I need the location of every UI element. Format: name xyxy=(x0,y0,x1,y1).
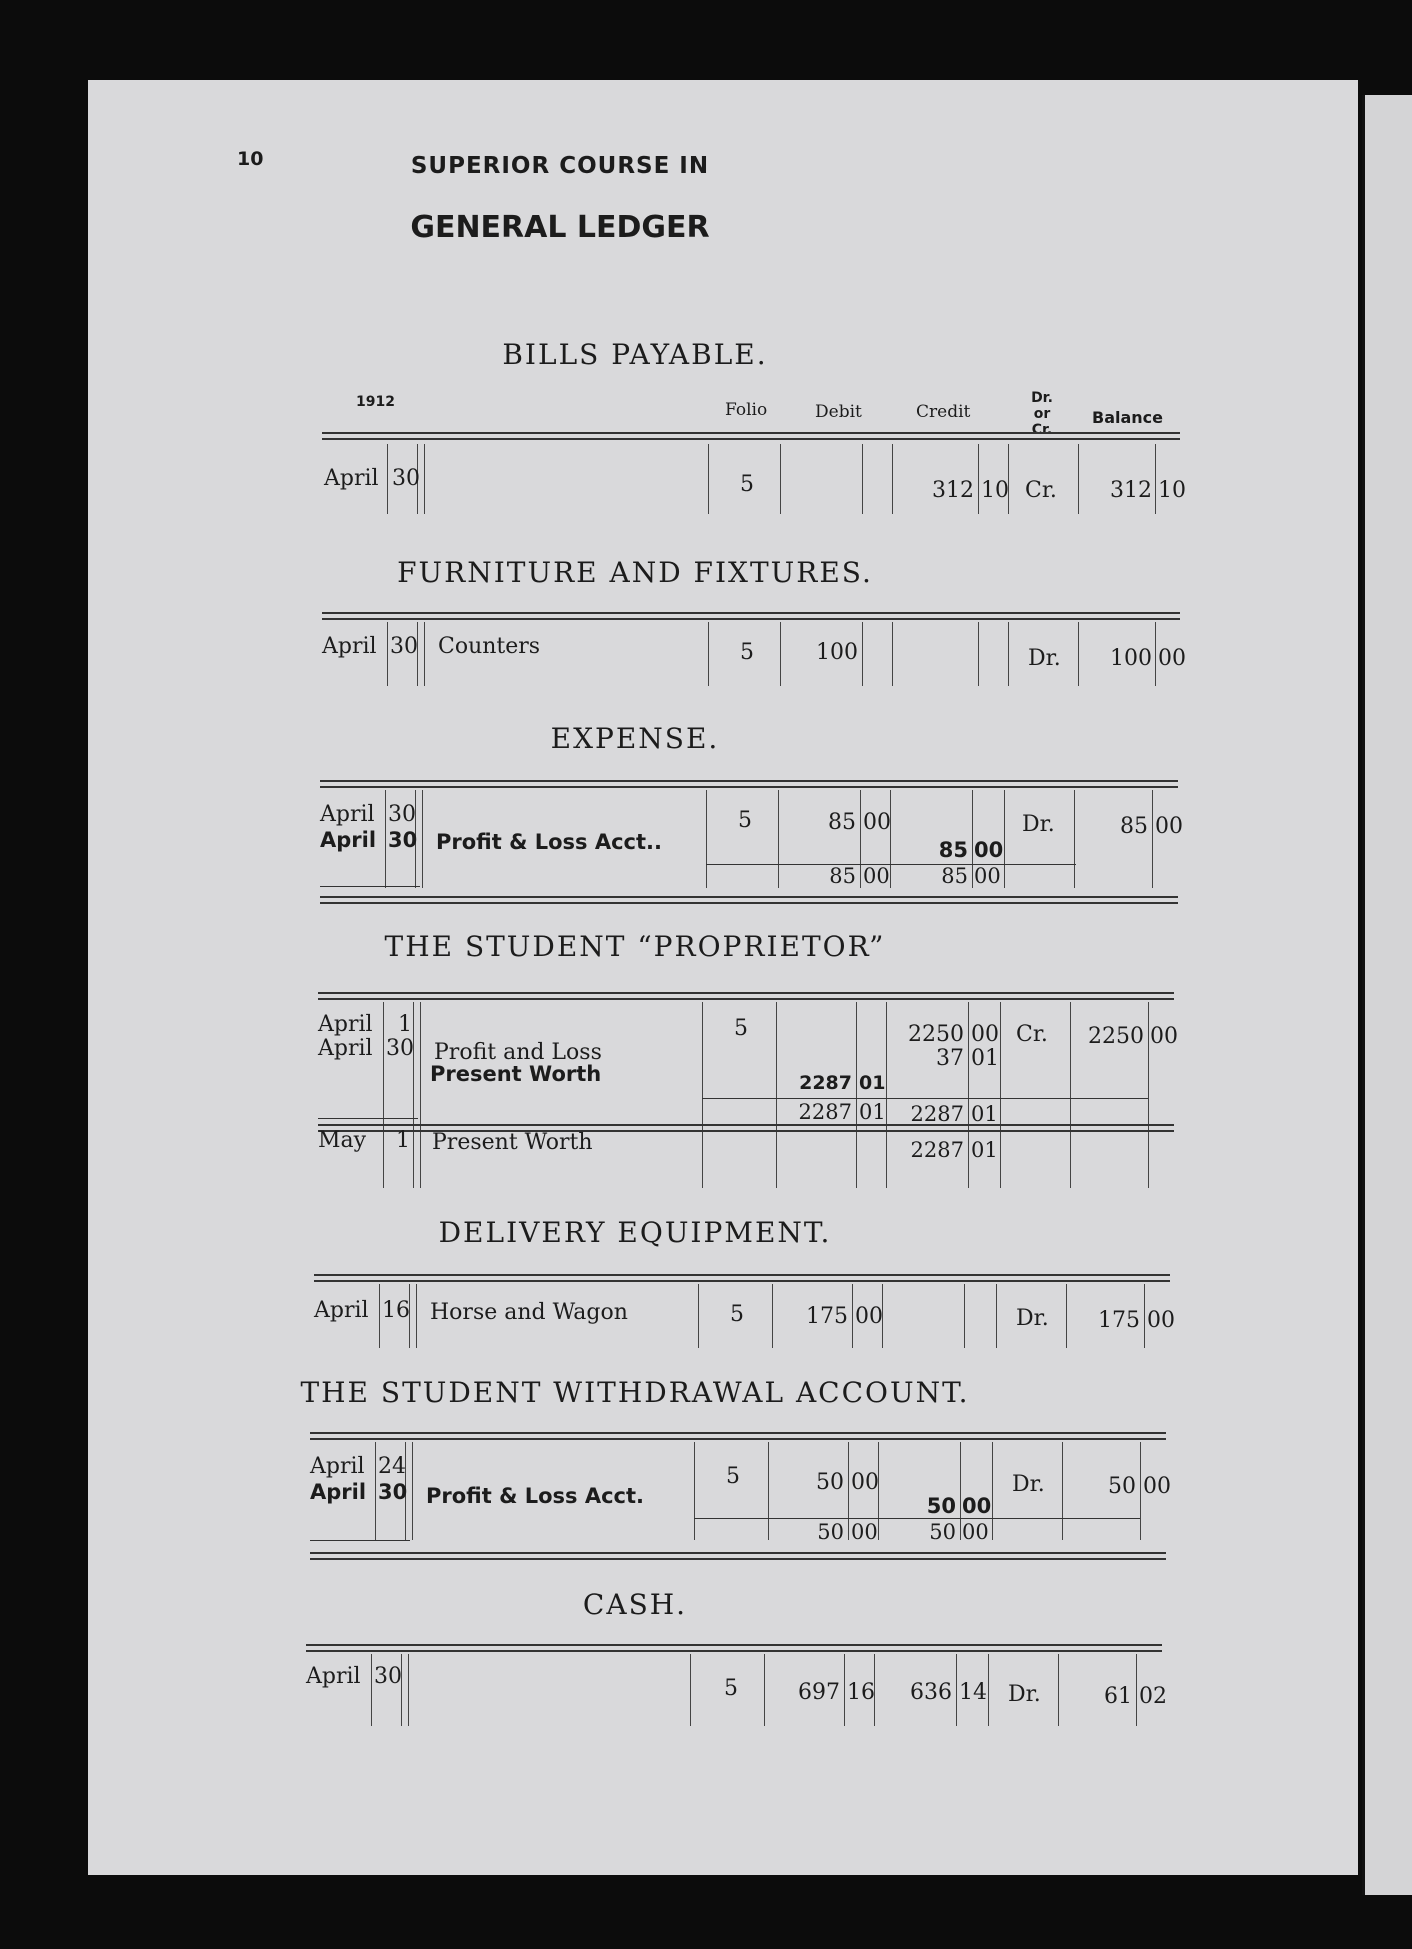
ex-r2-day: 30 xyxy=(388,828,418,852)
ex-r1-month: April xyxy=(320,802,375,827)
de-r1-desc: Horse and Wagon xyxy=(430,1300,628,1325)
col-line xyxy=(890,790,891,888)
pr-r1-balance-cents: 00 xyxy=(1150,1024,1178,1049)
ex-r1-drcr: Dr. xyxy=(1022,812,1055,837)
col-line xyxy=(1155,622,1156,686)
col-line xyxy=(1148,1002,1149,1188)
col-line xyxy=(1004,790,1005,888)
wd-total-debit-cents: 00 xyxy=(851,1520,878,1544)
page-number: 10 xyxy=(237,148,264,170)
col-line xyxy=(1000,1002,1001,1188)
col-line xyxy=(1152,790,1153,888)
pr-r3-debit-dollars: 2287 xyxy=(799,1072,852,1094)
col-line xyxy=(424,444,425,514)
section-title-proprietor: THE STUDENT “PROPRIETOR” xyxy=(384,930,886,963)
wd-total-debit-dollars: 50 xyxy=(817,1520,844,1544)
section-title-withdrawal: THE STUDENT WITHDRAWAL ACCOUNT. xyxy=(300,1376,970,1409)
ff-r1-balance-cents: 00 xyxy=(1158,646,1186,671)
col-line xyxy=(978,622,979,686)
bp-r1-balance-cents: 10 xyxy=(1158,478,1186,503)
col-line xyxy=(1078,622,1079,686)
pr-r4-month: May xyxy=(318,1128,367,1153)
col-line xyxy=(706,790,707,888)
col-line xyxy=(1144,1284,1145,1348)
header-folio: Folio xyxy=(725,400,768,420)
ca-r1-credit-cents: 14 xyxy=(959,1680,987,1705)
wd-r1-day: 24 xyxy=(378,1454,406,1479)
ex-r1-folio: 5 xyxy=(738,808,752,833)
pr-r2-day: 30 xyxy=(386,1036,414,1061)
bp-r1-credit-dollars: 312 xyxy=(932,478,974,503)
col-line xyxy=(776,1002,777,1188)
ex-total-credit-cents: 00 xyxy=(974,864,1001,888)
wd-r1-balance-cents: 00 xyxy=(1143,1474,1171,1499)
pr-r3-debit-cents: 01 xyxy=(859,1072,886,1094)
pr-r4-credit-dollars: 2287 xyxy=(910,1138,964,1162)
col-line xyxy=(892,444,893,514)
col-line xyxy=(383,1002,384,1188)
ca-r1-day: 30 xyxy=(374,1664,402,1689)
section-title-furniture: FURNITURE AND FIXTURES. xyxy=(397,556,873,589)
header-credit: Credit xyxy=(916,402,971,422)
col-line xyxy=(772,1284,773,1348)
col-line xyxy=(1062,1442,1063,1540)
pr-total-debit-cents: 01 xyxy=(859,1100,886,1124)
col-line xyxy=(1008,622,1009,686)
ca-r1-credit-dollars: 636 xyxy=(910,1680,952,1705)
ff-r1-day: 30 xyxy=(390,634,418,659)
pr-r1-folio: 5 xyxy=(734,1016,748,1041)
col-line xyxy=(862,622,863,686)
col-line xyxy=(424,622,425,686)
wd-total-credit-dollars: 50 xyxy=(929,1520,956,1544)
pr-r4-credit-cents: 01 xyxy=(971,1138,998,1162)
ex-r2-month: April xyxy=(320,828,377,852)
col-line xyxy=(1078,444,1079,514)
col-line xyxy=(708,444,709,514)
ex-r2-desc: Profit & Loss Acct.. xyxy=(436,830,662,854)
col-line xyxy=(1074,790,1075,888)
col-line xyxy=(387,622,388,686)
col-line xyxy=(856,1002,857,1188)
bp-r1-folio: 5 xyxy=(740,472,754,497)
pr-total-debit-dollars: 2287 xyxy=(798,1100,852,1124)
header-rule xyxy=(322,432,1180,440)
bp-r1-day: 30 xyxy=(392,466,420,491)
wd-r2-credit-dollars: 50 xyxy=(926,1494,956,1518)
ex-r1-debit-cents: 00 xyxy=(863,810,891,835)
col-line xyxy=(996,1284,997,1348)
col-line xyxy=(964,1284,965,1348)
bp-r1-credit-cents: 10 xyxy=(981,478,1009,503)
col-line xyxy=(1070,1002,1071,1188)
ex-total-debit-cents: 00 xyxy=(863,864,890,888)
total-rule xyxy=(318,1118,418,1119)
col-line xyxy=(416,1284,417,1348)
col-line xyxy=(422,790,423,888)
section-title-delivery: DELIVERY EQUIPMENT. xyxy=(438,1216,832,1249)
section-rule xyxy=(318,992,1174,1000)
total-rule xyxy=(310,1540,410,1541)
wd-r2-desc: Profit & Loss Acct. xyxy=(426,1484,644,1508)
ca-r1-month: April xyxy=(306,1664,361,1689)
header-drcr-or: or xyxy=(1033,406,1051,422)
col-line xyxy=(778,790,779,888)
de-r1-balance-cents: 00 xyxy=(1147,1308,1175,1333)
ex-r1-day: 30 xyxy=(388,802,416,827)
header-debit: Debit xyxy=(815,402,862,422)
col-line xyxy=(862,444,863,514)
page-title-line2: GENERAL LEDGER xyxy=(410,210,710,245)
col-line xyxy=(708,622,709,686)
de-r1-day: 16 xyxy=(382,1298,410,1323)
ca-r1-folio: 5 xyxy=(724,1676,738,1701)
ex-r1-balance-cents: 00 xyxy=(1155,814,1183,839)
col-line xyxy=(768,1442,769,1540)
wd-r1-folio: 5 xyxy=(726,1464,740,1489)
ex-r1-balance-dollars: 85 xyxy=(1120,814,1148,839)
pr-r2-credit-dollars: 37 xyxy=(936,1046,964,1071)
col-line xyxy=(1155,444,1156,514)
pr-total-credit-cents: 01 xyxy=(971,1102,998,1126)
col-line xyxy=(375,1442,376,1540)
pr-r1-balance-dollars: 2250 xyxy=(1088,1024,1144,1049)
col-line xyxy=(698,1284,699,1348)
ex-total-credit-dollars: 85 xyxy=(941,864,968,888)
ex-r2-credit-dollars: 85 xyxy=(938,838,968,862)
col-line xyxy=(387,444,388,514)
total-rule xyxy=(320,886,420,887)
ex-total-debit-dollars: 85 xyxy=(829,864,856,888)
de-r1-debit-cents: 00 xyxy=(855,1304,883,1329)
col-line xyxy=(780,622,781,686)
pr-r1-day: 1 xyxy=(398,1012,412,1037)
ca-r1-drcr: Dr. xyxy=(1008,1682,1041,1707)
col-line xyxy=(780,444,781,514)
wd-r2-credit-cents: 00 xyxy=(962,1494,992,1518)
col-line xyxy=(702,1002,703,1188)
col-line xyxy=(886,1002,887,1188)
col-line xyxy=(972,790,973,888)
section-rule xyxy=(310,1432,1166,1440)
col-line xyxy=(420,1002,421,1188)
section-rule xyxy=(322,612,1180,620)
col-line xyxy=(956,1654,957,1726)
col-line xyxy=(968,1002,969,1188)
pr-total-credit-dollars: 2287 xyxy=(910,1102,964,1126)
pr-r2-credit-cents: 01 xyxy=(971,1046,999,1071)
pr-r4-day: 1 xyxy=(396,1128,410,1153)
ff-r1-month: April xyxy=(322,634,377,659)
wd-r1-drcr: Dr. xyxy=(1012,1472,1045,1497)
col-line xyxy=(764,1654,765,1726)
wd-r1-balance-dollars: 50 xyxy=(1108,1474,1136,1499)
ca-r1-debit-cents: 16 xyxy=(847,1680,875,1705)
pr-r1-drcr: Cr. xyxy=(1016,1022,1048,1047)
col-line xyxy=(1058,1654,1059,1726)
wd-total-credit-cents: 00 xyxy=(962,1520,989,1544)
col-line xyxy=(844,1654,845,1726)
ff-r1-folio: 5 xyxy=(740,640,754,665)
de-r1-debit-dollars: 175 xyxy=(806,1304,848,1329)
header-balance: Balance xyxy=(1092,408,1163,427)
col-line xyxy=(1066,1284,1067,1348)
bp-r1-drcr: Cr. xyxy=(1025,478,1057,503)
bp-r1-balance-dollars: 312 xyxy=(1110,478,1152,503)
section-rule xyxy=(314,1274,1170,1282)
pr-r2-month: April xyxy=(318,1036,373,1061)
header-drcr-dr: Dr. xyxy=(1031,390,1053,406)
col-line xyxy=(992,1442,993,1540)
col-line xyxy=(412,1442,413,1540)
section-rule xyxy=(320,780,1178,788)
col-line xyxy=(379,1284,380,1348)
section-title-cash: CASH. xyxy=(582,1588,688,1621)
ff-r1-debit-dollars: 100 xyxy=(816,640,858,665)
section-title-expense: EXPENSE. xyxy=(550,722,720,755)
col-line xyxy=(960,1442,961,1540)
col-line xyxy=(852,1284,853,1348)
col-line xyxy=(1140,1442,1141,1540)
col-line xyxy=(413,1002,414,1188)
col-line xyxy=(371,1654,372,1726)
col-line xyxy=(690,1654,691,1726)
wd-r1-debit-dollars: 50 xyxy=(816,1470,844,1495)
wd-r2-day: 30 xyxy=(378,1480,408,1504)
bp-r1-month: April xyxy=(324,466,379,491)
col-line xyxy=(385,790,386,888)
pr-r2-desc: Profit and Loss xyxy=(434,1040,602,1065)
col-line xyxy=(694,1442,695,1540)
facing-page-edge xyxy=(1362,95,1412,1895)
wd-r2-month: April xyxy=(310,1480,367,1504)
pr-r3-desc: Present Worth xyxy=(430,1062,602,1086)
col-line xyxy=(988,1654,989,1726)
ff-r1-balance-dollars: 100 xyxy=(1110,646,1152,671)
col-line xyxy=(848,1442,849,1540)
col-line xyxy=(1136,1654,1137,1726)
pr-r4-desc: Present Worth xyxy=(432,1130,593,1155)
section-rule xyxy=(306,1644,1162,1652)
pr-r1-credit-dollars: 2250 xyxy=(908,1022,964,1047)
page-title-line1: SUPERIOR COURSE IN xyxy=(410,153,710,179)
ff-r1-desc: Counters xyxy=(438,634,541,659)
total-rule xyxy=(702,1098,1148,1099)
ff-r1-drcr: Dr. xyxy=(1028,646,1061,671)
ca-r1-balance-cents: 02 xyxy=(1139,1684,1167,1709)
col-line xyxy=(978,444,979,514)
col-line xyxy=(860,790,861,888)
header-year: 1912 xyxy=(356,394,395,410)
wd-r1-debit-cents: 00 xyxy=(851,1470,879,1495)
header-drcr xyxy=(1022,390,1062,438)
pr-r1-credit-cents: 00 xyxy=(971,1022,999,1047)
de-r1-folio: 5 xyxy=(730,1302,744,1327)
wd-r1-month: April xyxy=(310,1454,365,1479)
double-rule xyxy=(310,1552,1166,1560)
ca-r1-balance-dollars: 61 xyxy=(1104,1684,1132,1709)
ex-r1-debit-dollars: 85 xyxy=(828,810,856,835)
pr-r1-month: April xyxy=(318,1012,373,1037)
double-rule xyxy=(320,896,1178,904)
de-r1-month: April xyxy=(314,1298,369,1323)
ex-r2-credit-cents: 00 xyxy=(974,838,1004,862)
ca-r1-debit-dollars: 697 xyxy=(798,1680,840,1705)
col-line xyxy=(408,1654,409,1726)
total-rule xyxy=(706,864,1076,865)
de-r1-drcr: Dr. xyxy=(1016,1306,1049,1331)
total-rule xyxy=(694,1518,1140,1519)
col-line xyxy=(892,622,893,686)
header-drcr-cr: Cr. xyxy=(1031,422,1053,438)
section-title-bills-payable: BILLS PAYABLE. xyxy=(502,338,768,371)
de-r1-balance-dollars: 175 xyxy=(1098,1308,1140,1333)
